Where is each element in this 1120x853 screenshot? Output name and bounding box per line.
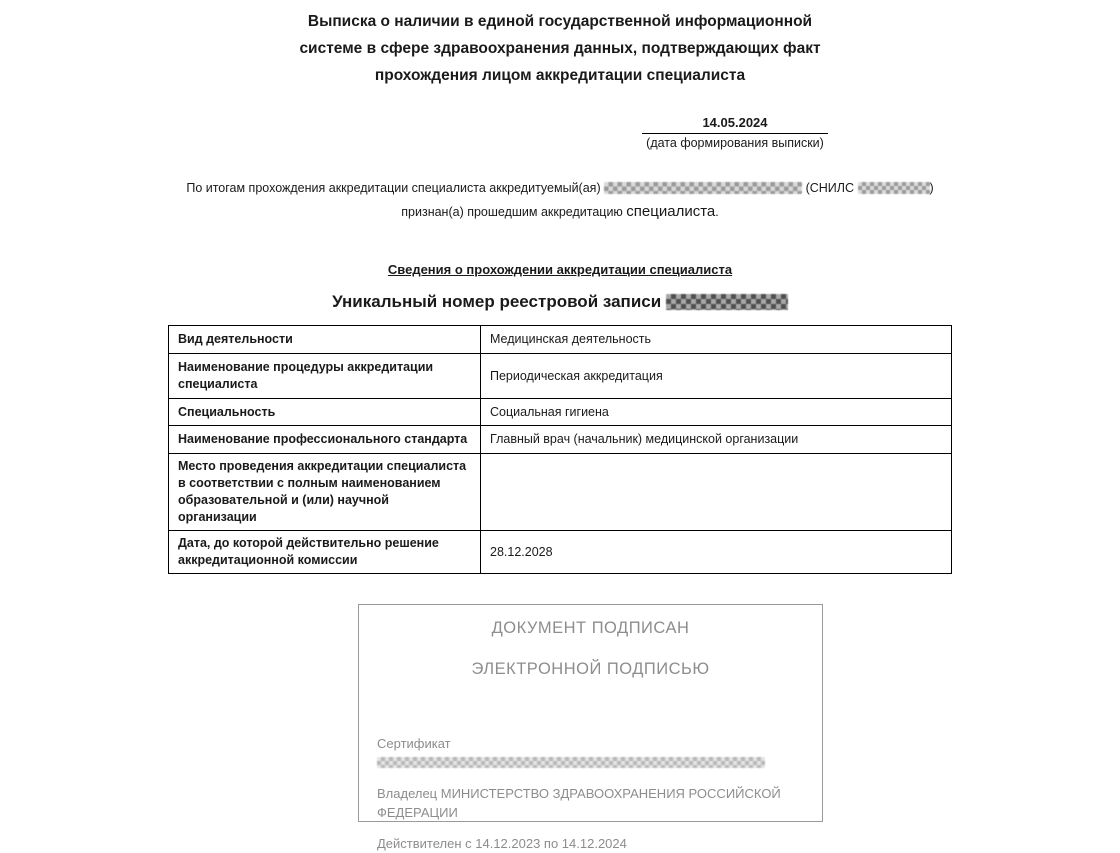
redacted-person-name	[604, 182, 802, 194]
intro-text-part2: признан(а) прошедшим аккредитацию	[401, 205, 623, 219]
row-label: Место проведения аккредитации специалиста в соответствии с полным наименованием образовательной и (или) научной организации	[169, 454, 481, 531]
document-title-line-3: прохождения лицом аккредитации специалиста	[374, 67, 746, 84]
intro-line-1	[168, 177, 952, 200]
document-title-line-1: Выписка о наличии в единой государственной информационной	[307, 13, 813, 30]
certificate-label: Сертификат	[377, 736, 451, 751]
certificate-validity: Действителен с 14.12.2023 по 14.12.2024	[377, 836, 627, 851]
table-row	[169, 531, 952, 574]
document-page	[168, 8, 952, 851]
table-row	[169, 326, 952, 354]
intro-period: .	[715, 205, 719, 219]
registry-number-label: Уникальный номер реестровой записи	[332, 292, 662, 311]
registry-number-line	[168, 292, 952, 312]
intro-text-part1: По итогам прохождения аккредитации специалиста аккредитуемый(ая)	[186, 181, 601, 195]
row-label: Наименование процедуры аккредитации специалиста	[169, 354, 481, 399]
table-row	[169, 454, 952, 531]
redacted-registry-number	[666, 294, 788, 310]
signature-header-line-1: ДОКУМЕНТ ПОДПИСАН	[491, 619, 690, 637]
intro-line-2	[168, 200, 952, 224]
snils-open-label: (СНИЛС	[805, 181, 855, 195]
redacted-certificate-number	[377, 757, 765, 768]
accreditation-table	[168, 325, 952, 574]
issue-date-value: 14.05.2024	[642, 115, 828, 134]
table-row	[169, 426, 952, 454]
issue-date-block	[642, 115, 828, 150]
signature-header-line-2: ЭЛЕКТРОННОЙ ПОДПИСЬЮ	[471, 660, 710, 678]
issue-date-caption: (дата формирования выписки)	[646, 136, 824, 150]
row-label: Наименование профессионального стандарта	[169, 426, 481, 454]
row-label: Вид деятельности	[169, 326, 481, 354]
document-title	[168, 8, 952, 89]
table-row	[169, 354, 952, 399]
row-value: Периодическая аккредитация	[481, 354, 952, 399]
row-value: 28.12.2028	[481, 531, 952, 574]
certificate-owner: Владелец МИНИСТЕРСТВО ЗДРАВООХРАНЕНИЯ РОССИЙСКОЙ ФЕДЕРАЦИИ	[377, 786, 781, 820]
row-value: Социальная гигиена	[481, 399, 952, 426]
intro-specialist-emphasis: специалиста	[626, 203, 716, 220]
certificate-line	[377, 734, 804, 772]
row-label: Специальность	[169, 399, 481, 426]
row-label: Дата, до которой действительно решение аккредитационной комиссии	[169, 531, 481, 574]
document-title-line-2: системе в сфере здравоохранения данных, подтверждающих факт	[299, 40, 821, 57]
section-heading: Сведения о прохождении аккредитации специалиста	[387, 262, 733, 277]
table-row	[169, 399, 952, 426]
row-value: Медицинская деятельность	[481, 326, 952, 354]
intro-paragraph	[168, 177, 952, 224]
row-value: Главный врач (начальник) медицинской организации	[481, 426, 952, 454]
redacted-snils-number	[858, 182, 930, 194]
electronic-signature-stamp	[358, 604, 823, 851]
snils-close-label: )	[929, 181, 934, 195]
row-value	[481, 454, 952, 531]
